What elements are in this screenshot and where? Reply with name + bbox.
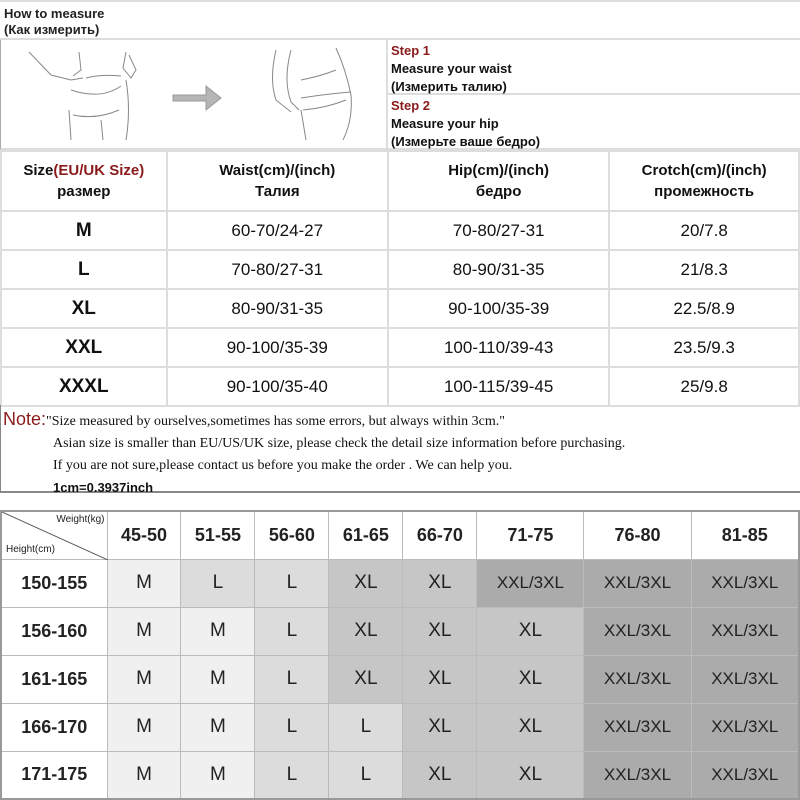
size-recommendation-cell: M (107, 703, 181, 751)
chart-corner (1, 511, 107, 559)
how-to-measure-title: How to measure (4, 6, 105, 21)
weight-axis-label: Weight(kg) (56, 514, 105, 525)
size-recommendation-cell: XL (477, 751, 584, 799)
hip-cell: 100-110/39-43 (388, 328, 609, 367)
size-recommendation-cell: L (329, 751, 403, 799)
size-recommendation-cell: XL (477, 703, 584, 751)
note-line: Asian size is smaller than EU/US/UK size, please check the detail size information before purchasing. (53, 436, 626, 451)
height-header: 156-160 (1, 607, 107, 655)
size-row (1, 250, 799, 289)
size-recommendation-cell: M (181, 751, 255, 799)
header-hip (388, 151, 609, 211)
header-waist-label: Waist(cm)/(inch) (219, 162, 336, 179)
weight-header: 51-55 (181, 511, 255, 559)
size-cell: XXXL (1, 367, 167, 406)
hip-cell: 90-100/35-39 (388, 289, 609, 328)
header-size (1, 151, 167, 211)
header-waist (167, 151, 388, 211)
note-label: Note: (3, 409, 47, 429)
note-line: If you are not sure,please contact us before you make the order . We can help you. (53, 458, 513, 473)
size-recommendation-cell: XL (329, 607, 403, 655)
size-recommendation-cell: XXL/3XL (584, 559, 691, 607)
measure-illustration (0, 40, 388, 150)
size-recommendation-cell: XXL/3XL (477, 559, 584, 607)
size-recommendation-cell: XXL/3XL (691, 751, 799, 799)
size-recommendation-cell: M (181, 655, 255, 703)
chart-row (1, 655, 799, 703)
crotch-cell: 22.5/8.9 (609, 289, 799, 328)
weight-header: 45-50 (107, 511, 181, 559)
size-recommendation-cell: XL (329, 559, 403, 607)
size-recommendation-cell: XXL/3XL (691, 607, 799, 655)
height-header: 161-165 (1, 655, 107, 703)
step-2 (388, 95, 800, 150)
crotch-cell: 21/8.3 (609, 250, 799, 289)
chart-row (1, 559, 799, 607)
size-recommendation-cell: M (181, 703, 255, 751)
weight-header: 71-75 (477, 511, 584, 559)
arrow-right-icon (173, 86, 221, 110)
size-recommendation-cell: XL (477, 655, 584, 703)
waist-cell: 90-100/35-39 (167, 328, 388, 367)
size-cell: XXL (1, 328, 167, 367)
note-section (0, 405, 800, 493)
header-hip-label: Hip(cm)/(inch) (448, 162, 550, 179)
height-weight-chart (0, 510, 800, 800)
size-recommendation-cell: L (255, 655, 329, 703)
size-table-header (1, 151, 799, 211)
note-conversion: 1cm=0.3937inch (53, 480, 154, 495)
chart-row (1, 703, 799, 751)
size-recommendation-cell: XXL/3XL (691, 655, 799, 703)
size-recommendation-cell: M (107, 751, 181, 799)
size-row (1, 367, 799, 406)
size-recommendation-cell: XXL/3XL (584, 607, 691, 655)
weight-header: 56-60 (255, 511, 329, 559)
size-cell: M (1, 211, 167, 250)
size-recommendation-cell: L (255, 703, 329, 751)
size-recommendation-cell: M (107, 655, 181, 703)
size-recommendation-cell: XXL/3XL (584, 751, 691, 799)
header-hip-ru: бедро (475, 183, 522, 200)
size-recommendation-cell: L (255, 751, 329, 799)
height-axis-label: Height(cm) (6, 543, 55, 555)
size-recommendation-cell: XXL/3XL (584, 655, 691, 703)
size-recommendation-cell: L (181, 559, 255, 607)
chart-header-row (1, 511, 799, 559)
header-crotch-label: Crotch(cm)/(inch) (641, 162, 767, 179)
height-header: 171-175 (1, 751, 107, 799)
step-1-text-ru: (Измерить талию) (391, 79, 507, 94)
size-row (1, 289, 799, 328)
size-recommendation-cell: M (107, 607, 181, 655)
size-recommendation-cell: XL (403, 703, 477, 751)
height-header: 166-170 (1, 703, 107, 751)
step-2-text: Measure your hip (391, 116, 499, 131)
header-crotch (609, 151, 799, 211)
waist-cell: 70-80/27-31 (167, 250, 388, 289)
hip-cell: 70-80/27-31 (388, 211, 609, 250)
size-row (1, 211, 799, 250)
crotch-cell: 20/7.8 (609, 211, 799, 250)
how-to-measure-header (0, 0, 800, 40)
size-recommendation-cell: XL (477, 607, 584, 655)
size-recommendation-cell: L (329, 703, 403, 751)
size-recommendation-cell: M (181, 607, 255, 655)
hip-cell: 80-90/31-35 (388, 250, 609, 289)
size-recommendation-cell: XL (403, 559, 477, 607)
step-1 (388, 40, 800, 95)
step-2-label: Step 2 (391, 98, 431, 113)
weight-header: 66-70 (403, 511, 477, 559)
crotch-cell: 25/9.8 (609, 367, 799, 406)
crotch-cell: 23.5/9.3 (609, 328, 799, 367)
height-header: 150-155 (1, 559, 107, 607)
size-recommendation-cell: XXL/3XL (691, 559, 799, 607)
waist-cell: 60-70/24-27 (167, 211, 388, 250)
size-table (0, 150, 800, 407)
size-cell: XL (1, 289, 167, 328)
waist-cell: 90-100/35-40 (167, 367, 388, 406)
weight-header: 81-85 (691, 511, 799, 559)
size-recommendation-cell: M (107, 559, 181, 607)
chart-row (1, 607, 799, 655)
how-to-measure-title-ru: (Как измерить) (4, 22, 100, 37)
size-recommendation-cell: XXL/3XL (584, 703, 691, 751)
weight-header: 76-80 (584, 511, 691, 559)
weight-header: 61-65 (329, 511, 403, 559)
size-recommendation-cell: XL (403, 607, 477, 655)
header-waist-ru: Талия (254, 183, 300, 200)
size-recommendation-cell: XL (403, 655, 477, 703)
waist-cell: 80-90/31-35 (167, 289, 388, 328)
header-size-eu-uk: (EU/UK Size) (53, 162, 145, 179)
step-1-text: Measure your waist (391, 61, 512, 76)
note-line: "Size measured by ourselves,sometimes has some errors, but always within 3cm." (46, 414, 505, 429)
size-recommendation-cell: L (255, 607, 329, 655)
header-crotch-ru: промежность (654, 183, 755, 200)
size-recommendation-cell: XL (403, 751, 477, 799)
step-1-label: Step 1 (391, 43, 431, 58)
header-size-ru: размер (57, 183, 111, 200)
body-sketch-icon (1, 40, 387, 148)
size-row (1, 328, 799, 367)
hip-cell: 100-115/39-45 (388, 367, 609, 406)
size-cell: L (1, 250, 167, 289)
size-recommendation-cell: XXL/3XL (691, 703, 799, 751)
size-recommendation-cell: L (255, 559, 329, 607)
size-recommendation-cell: XL (329, 655, 403, 703)
header-size-label: Size (23, 162, 54, 179)
chart-row (1, 751, 799, 799)
step-2-text-ru: (Измерьте ваше бедро) (391, 134, 541, 149)
